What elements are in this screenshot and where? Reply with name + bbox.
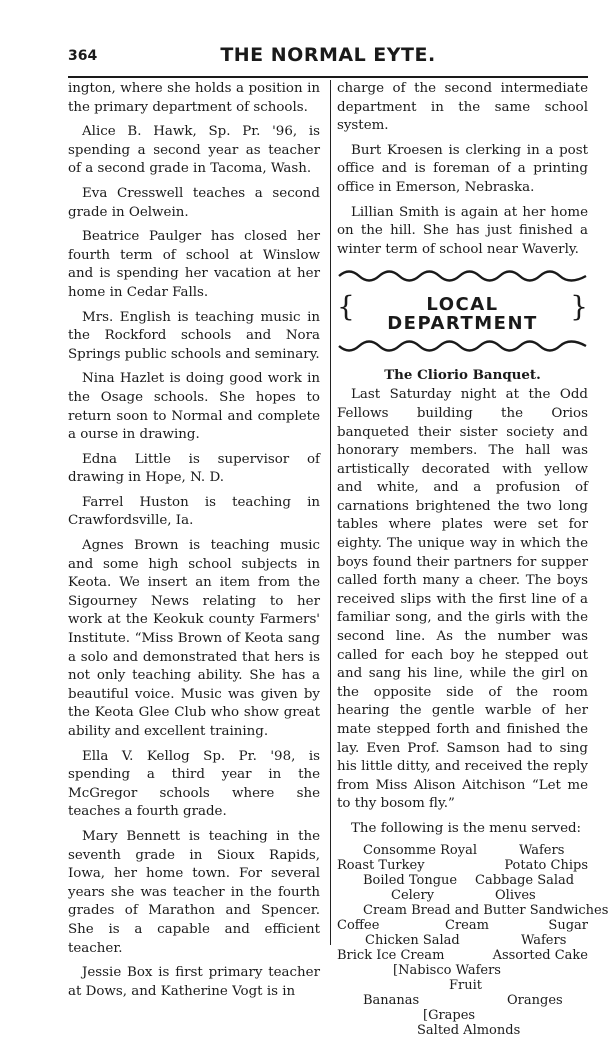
page-header	[68, 44, 588, 70]
menu-item: Salted Almonds	[417, 1022, 521, 1038]
section-title: LOCAL DEPARTMENT	[387, 293, 538, 334]
header-rule	[68, 76, 588, 78]
ornament-bottom	[337, 339, 588, 353]
paragraph: Farrel Huston is teaching in Crawfordsville, Ia.	[68, 494, 320, 529]
ornament-top	[337, 269, 588, 283]
page-title: THE NORMAL EYTE.	[220, 44, 436, 66]
paragraph: Ella V. Kellog Sp. Pr. '98, is spending a third year in the McGregor schools where she teaches a fourth grade.	[68, 748, 320, 820]
right-brace-ornament: }	[570, 289, 588, 323]
menu-item: [Nabisco Wafers	[393, 962, 501, 978]
menu-item: Roast Turkey	[337, 857, 425, 873]
menu-item: Bananas	[363, 992, 420, 1008]
menu-item: Assorted Cake	[492, 947, 588, 963]
left-brace-ornament: {	[337, 289, 355, 323]
paragraph: Nina Hazlet is doing good work in the Osage schools. She hopes to return soon to Normal and complete a ourse in drawing.	[68, 371, 320, 443]
menu-item: Wafers	[519, 842, 565, 858]
section-banner	[337, 269, 588, 359]
paragraph: Mary Bennett is teaching in the seventh grade in Sioux Rapids, Iowa, her home town. For several years she was teacher in the fourth grades of Marathon and Spencer. She is a capable and efficient teacher.	[68, 828, 320, 956]
paragraph: Eva Cresswell teaches a second grade in Oelwein.	[68, 185, 320, 220]
page-number: 364	[68, 48, 98, 64]
menu-item: Brick Ice Cream	[337, 947, 445, 963]
paragraph: Jessie Box is first primary teacher at Dows, and Katherine Vogt is in	[68, 965, 320, 999]
menu-item: Fruit	[449, 977, 482, 993]
menu-item: Olives	[495, 887, 536, 903]
menu-item: Consomme Royal	[363, 842, 477, 858]
paragraph: The following is the menu served:	[351, 820, 582, 836]
right-column	[337, 80, 608, 1038]
menu-item: Sugar	[548, 917, 588, 933]
menu-item: Celery	[391, 887, 435, 903]
article-title: The Cliorio Banquet.	[384, 366, 541, 383]
paragraph: charge of the second intermediate department in the same school system.	[337, 81, 588, 134]
left-column	[68, 80, 320, 1007]
menu-item: Coffee	[337, 917, 380, 933]
paragraph: ington, where she holds a position in the primary department of schools.	[68, 81, 320, 115]
menu-item: Wafers	[521, 932, 567, 948]
menu-item: Cabbage Salad	[475, 872, 575, 888]
paragraph: Burt Kroesen is clerking in a post office and is foreman of a printing office in Emerson, Nebraska.	[337, 142, 588, 195]
paragraph: Alice B. Hawk, Sp. Pr. '96, is spending a second year as teacher of a second grade in Tacoma, Wash.	[68, 124, 320, 177]
paragraph: Last Saturday night at the Odd Fellows building the Orios banqueted their sister society and honorary members. The hall was artistically decorated with yellow and white, and a profusion of carnations brightened the two long tables where plates were set for eighty. The unique way in which the boys found their partners for supper called forth many a cheer. The boys received slips with the first line of a familiar song, and the girls with the second line. As the number was called for each boy he stepped out and sang his line, while the girl on the opposite side of the room hearing the gentle warble of her mate stepped forth and finished the lay. Even Prof. Samson had to sing his little ditty, and received the reply from Miss Alison Aitchison “Let me to thy bosom fly.”	[337, 387, 588, 812]
menu-item: Oranges	[507, 992, 563, 1008]
paragraph: Lillian Smith is again at her home on the hill. She has just finished a winter term of school near Waverly.	[337, 204, 588, 257]
menu-item: Boiled Tongue	[363, 872, 458, 888]
menu-item: Cream Bread and Butter Sandwiches	[363, 902, 608, 918]
paragraph: Agnes Brown is teaching music and some high school subjects in Keota. We insert an item from the Sigourney News relating to her work at the Keokuk county Farmers' Institute. “Miss Brown of Keota sang a solo and demonstrated that hers is not only teaching ability. She has a beautiful voice. Music was given by the Keota Glee Club who show great ability and excellent training.	[68, 538, 320, 739]
menu-item: [Grapes	[423, 1007, 476, 1023]
paragraph: Beatrice Paulger has closed her fourth term of school at Winslow and is spending her vacation at her home in Cedar Falls.	[68, 229, 320, 300]
menu-item: Cream	[445, 917, 489, 933]
column-divider	[330, 80, 331, 945]
paragraph: Mrs. English is teaching music in the Rockford schools and Nora Springs public schools and seminary.	[68, 309, 320, 362]
menu-item: Potato Chips	[504, 857, 588, 873]
banquet-menu	[337, 842, 608, 1038]
menu-item: Chicken Salad	[365, 932, 460, 948]
paragraph: Edna Little is supervisor of drawing in Hope, N. D.	[68, 451, 320, 486]
